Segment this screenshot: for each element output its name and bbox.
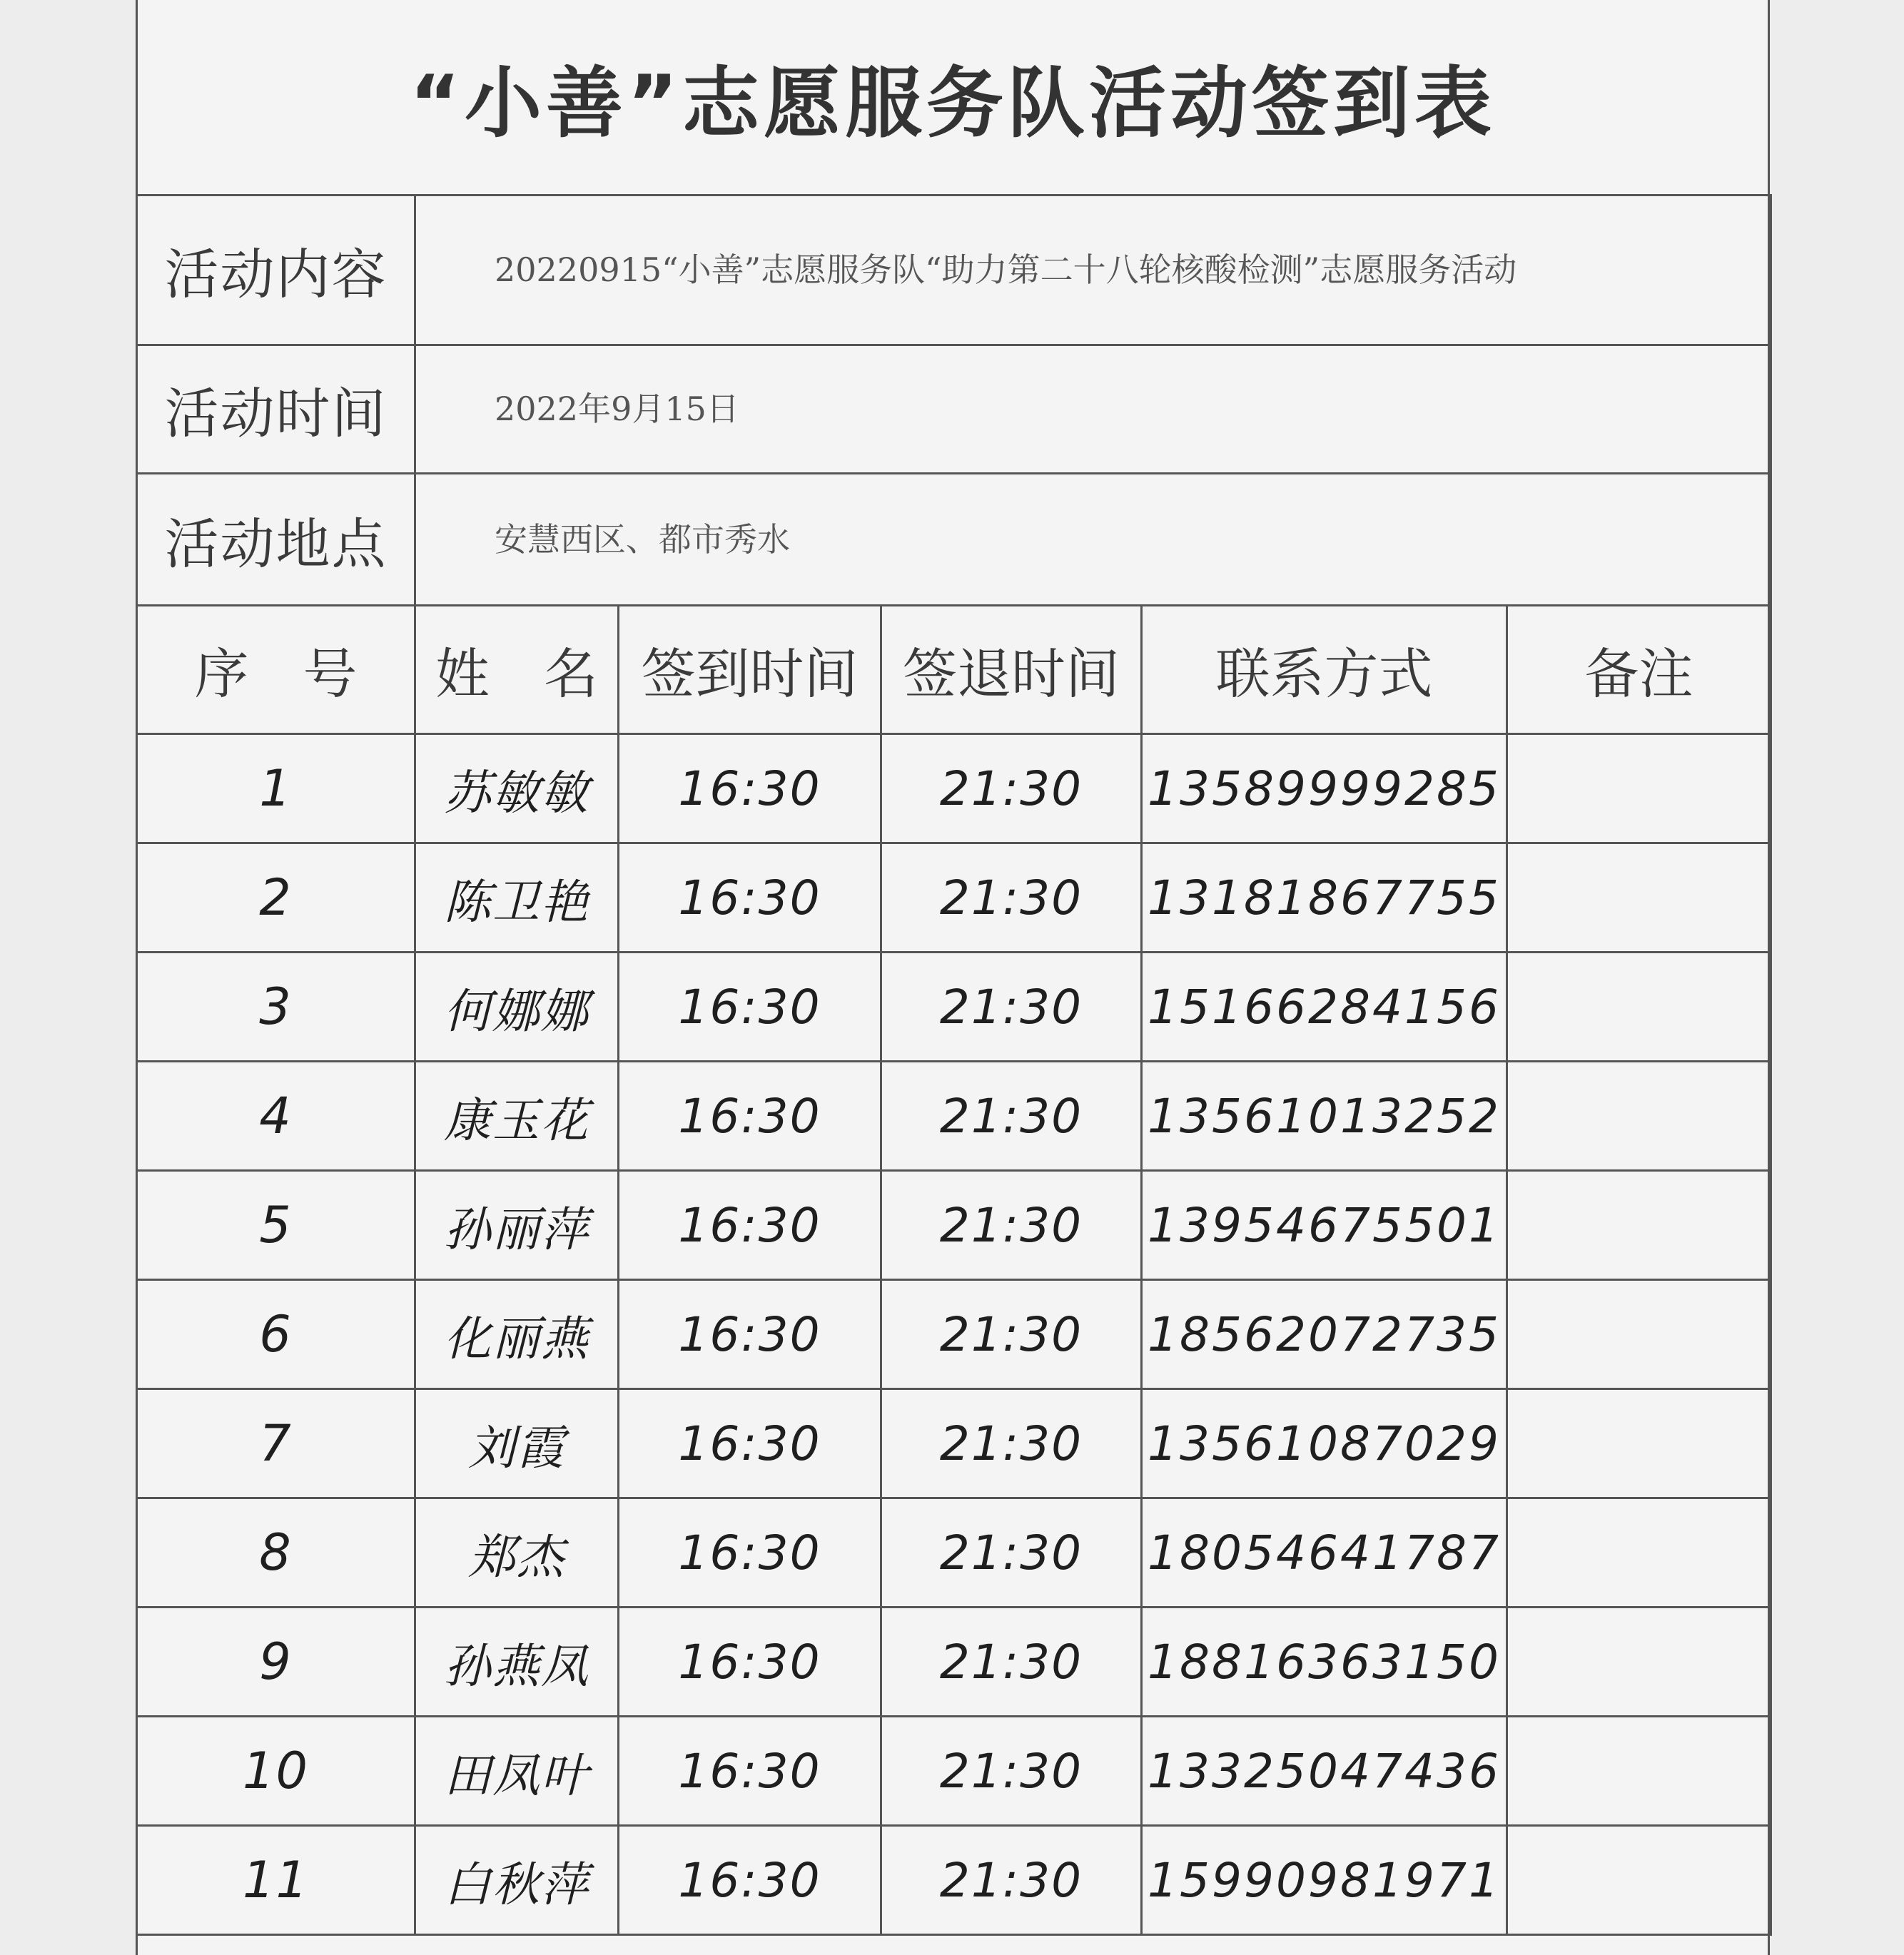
row-name: 孙丽萍	[415, 1171, 619, 1280]
row-name: 刘霞	[415, 1389, 619, 1498]
header-sign-out: 签退时间	[881, 606, 1142, 734]
row-sign-out-time: 21:30	[881, 1826, 1142, 1935]
row-name: 康玉花	[415, 1062, 619, 1171]
row-number: 8	[137, 1498, 415, 1608]
row-sign-in-time: 16:30	[619, 1389, 881, 1498]
row-phone: 13954675501	[1142, 1171, 1507, 1280]
row-sign-out-time: 21:30	[881, 1498, 1142, 1608]
row-sign-out-time: 21:30	[881, 1389, 1142, 1498]
row-number: 1	[137, 734, 415, 843]
row-number: 7	[137, 1389, 415, 1498]
row-note	[1507, 1608, 1771, 1717]
row-phone: 13325047436	[1142, 1717, 1507, 1826]
table-row	[137, 734, 1771, 843]
time-value: 2022年9月15日	[495, 390, 739, 429]
time-label: 活动时间	[137, 345, 415, 474]
row-note	[1507, 1389, 1771, 1498]
row-number: 11	[137, 1826, 415, 1935]
header-row	[137, 606, 1771, 734]
row-sign-in-time: 16:30	[619, 1826, 881, 1935]
row-number: 6	[137, 1280, 415, 1389]
header-contact: 联系方式	[1142, 606, 1507, 734]
row-note	[1507, 1062, 1771, 1171]
row-sign-out-time: 21:30	[881, 1717, 1142, 1826]
row-sign-in-time: 16:30	[619, 1062, 881, 1171]
table-row	[137, 1389, 1771, 1498]
table-row	[137, 953, 1771, 1062]
table-row	[137, 1608, 1771, 1717]
row-name: 化丽燕	[415, 1280, 619, 1389]
row-sign-in-time: 16:30	[619, 1280, 881, 1389]
row-sign-in-time: 16:30	[619, 1498, 881, 1608]
row-sign-in-time: 16:30	[619, 1608, 881, 1717]
row-phone: 18562072735	[1142, 1280, 1507, 1389]
table-row	[137, 1280, 1771, 1389]
row-phone: 13181867755	[1142, 843, 1507, 953]
table-row	[137, 1062, 1771, 1171]
row-sign-out-time: 21:30	[881, 1608, 1142, 1717]
row-sign-out-time: 21:30	[881, 1062, 1142, 1171]
place-label: 活动地点	[137, 474, 415, 606]
table-row	[137, 843, 1771, 953]
row-name: 田凤叶	[415, 1717, 619, 1826]
row-phone: 13561087029	[1142, 1389, 1507, 1498]
row-sign-in-time: 16:30	[619, 843, 881, 953]
table-row	[137, 1498, 1771, 1608]
row-sign-out-time: 21:30	[881, 1171, 1142, 1280]
content-label: 活动内容	[137, 196, 415, 345]
table-row	[137, 1826, 1771, 1935]
time-value-cell	[415, 345, 1771, 474]
content-value-cell	[415, 196, 1771, 345]
row-sign-out-time: 21:30	[881, 734, 1142, 843]
content-value: 20220915“小善”志愿服务队“助力第二十八轮核酸检测”志愿服务活动	[495, 250, 1517, 290]
row-phone: 18054641787	[1142, 1498, 1507, 1608]
row-phone: 15990981971	[1142, 1826, 1507, 1935]
row-number: 3	[137, 953, 415, 1062]
row-note	[1507, 843, 1771, 953]
place-value-cell	[415, 474, 1771, 606]
row-note	[1507, 1826, 1771, 1935]
row-note	[1507, 1717, 1771, 1826]
row-number: 9	[137, 1608, 415, 1717]
row-phone: 13561013252	[1142, 1062, 1507, 1171]
header-sign-in: 签到时间	[619, 606, 881, 734]
row-note	[1507, 1280, 1771, 1389]
row-note	[1507, 1498, 1771, 1608]
row-name: 何娜娜	[415, 953, 619, 1062]
row-note	[1507, 734, 1771, 843]
row-phone: 15166284156	[1142, 953, 1507, 1062]
sign-in-table	[136, 194, 1772, 1936]
row-number: 4	[137, 1062, 415, 1171]
row-sign-in-time: 16:30	[619, 734, 881, 843]
row-sign-out-time: 21:30	[881, 1280, 1142, 1389]
row-phone: 13589999285	[1142, 734, 1507, 843]
row-number: 2	[137, 843, 415, 953]
header-name: 姓 名	[415, 606, 619, 734]
row-sign-in-time: 16:30	[619, 1171, 881, 1280]
row-sign-out-time: 21:30	[881, 843, 1142, 953]
header-no: 序 号	[137, 606, 415, 734]
header-note: 备注	[1507, 606, 1771, 734]
time-row	[137, 345, 1771, 474]
table-row	[137, 1717, 1771, 1826]
row-number: 5	[137, 1171, 415, 1280]
row-sign-in-time: 16:30	[619, 953, 881, 1062]
table-row	[137, 1171, 1771, 1280]
content-row	[137, 196, 1771, 345]
row-name: 陈卫艳	[415, 843, 619, 953]
row-number: 10	[137, 1717, 415, 1826]
place-row	[137, 474, 1771, 606]
row-name: 孙燕凤	[415, 1608, 619, 1717]
row-sign-in-time: 16:30	[619, 1717, 881, 1826]
row-phone: 18816363150	[1142, 1608, 1507, 1717]
row-name: 苏敏敏	[415, 734, 619, 843]
row-name: 郑杰	[415, 1498, 619, 1608]
row-name: 白秋萍	[415, 1826, 619, 1935]
place-value: 安慧西区、都市秀水	[495, 519, 790, 559]
row-sign-out-time: 21:30	[881, 953, 1142, 1062]
row-note	[1507, 1171, 1771, 1280]
page-title: “小善”志愿服务队活动签到表	[410, 59, 1496, 148]
row-note	[1507, 953, 1771, 1062]
